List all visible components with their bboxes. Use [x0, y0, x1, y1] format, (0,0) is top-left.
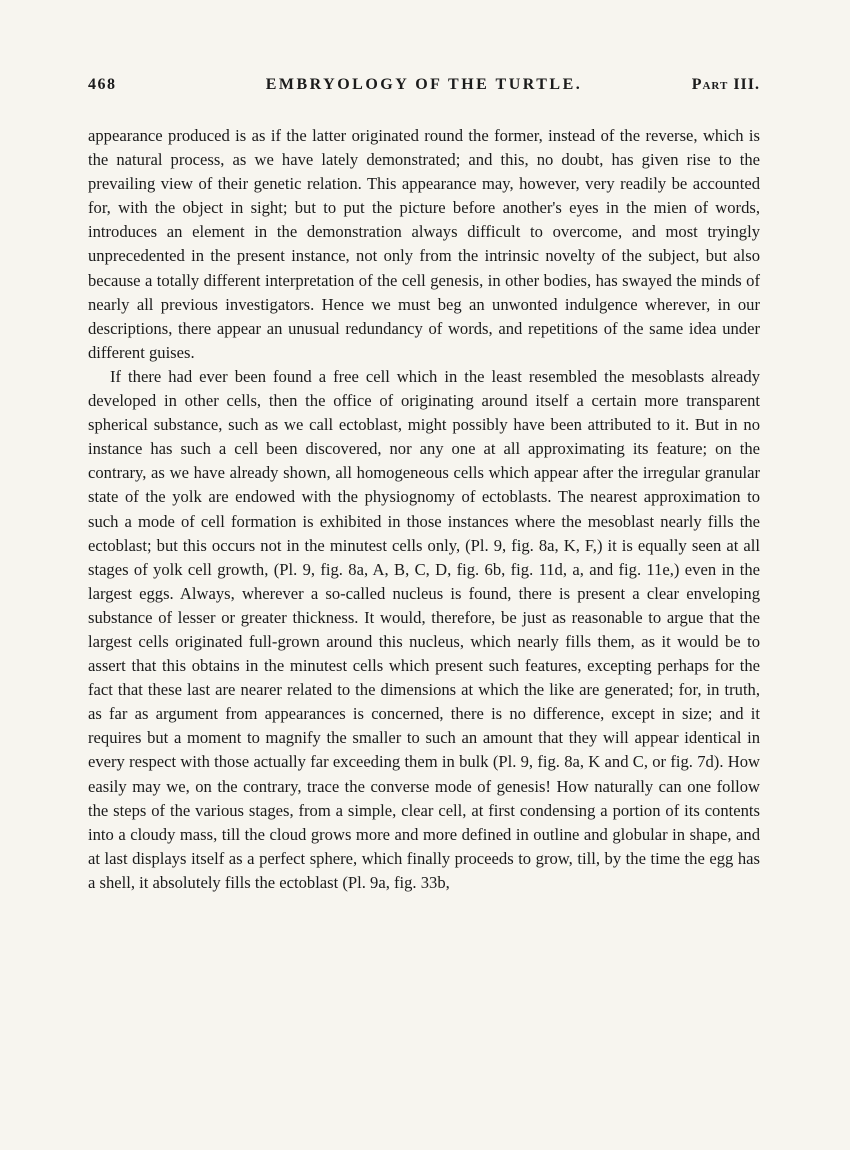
page-number: 468	[88, 76, 117, 93]
book-page	[88, 76, 760, 895]
paragraph: If there had ever been found a free cell which in the least resembled the mesoblasts already developed in other cells, then the office of originating around itself a certain more transparent spherical substance, such as we call ectoblast, might possibly have been attributed to it. But in no instance has such a cell been discovered, nor any one at all approximating its feature; on the contrary, as we have already shown, all homogeneous cells which appear after the irregular granular state of the yolk are endowed with the physiognomy of ectoblasts. The nearest approximation to such a mode of cell formation is exhibited in those instances where the mesoblast nearly fills the ectoblast; but this occurs not in the minutest cells only, (Pl. 9, fig. 8a, K, F,) it is equally seen at all stages of yolk cell growth, (Pl. 9, fig. 8a, A, B, C, D, fig. 6b, fig. 11d, a, and fig. 11e,) even in the largest eggs. Always, wherever a so-called nucleus is found, there is present a clear enveloping substance of lesser or greater thickness. It would, therefore, be just as reasonable to argue that the largest cells originated full-grown around this nucleus, which nearly fills them, as it would be to assert that this obtains in the minutest cells which present such features, excepting perhaps for the fact that these last are nearer related to the dimensions at which the like are generated; for, in truth, as far as argument from appearances is concerned, there is no difference, except in size; and it requires but a moment to magnify the smaller to such an amount that they will appear identical in every respect with those actually far exceeding them in bulk (Pl. 9, fig. 8a, K and C, or fig. 7d). How easily may we, on the contrary, trace the converse mode of genesis! How naturally can one follow the steps of the various stages, from a simple, clear cell, at first condensing a portion of its contents into a cloudy mass, till the cloud grows more and more defined in outline and globular in shape, and at last displays itself as a perfect sphere, which finally proceeds to grow, till, by the time the egg has a shell, it absolutely fills the ectoblast (Pl. 9a, fig. 33b,	[88, 366, 760, 892]
running-title: EMBRYOLOGY OF THE TURTLE.	[265, 76, 583, 93]
page-body	[88, 124, 760, 895]
running-header	[88, 76, 760, 106]
part-label: Part III.	[691, 76, 760, 93]
paragraph: appearance produced is as if the latter originated round the former, instead of the reverse, which is the natural process, as we have lately demonstrated; and this, no doubt, has given rise to the prevailing view of their genetic relation. This appearance may, however, very readily be accounted for, with the object in sight; but to put the picture before another's eyes in the mien of words, introduces an element in the demonstration always difficult to overcome, and most tryingly unprecedented in the present instance, not only from the intrinsic novelty of the subject, but also because a totally different interpretation of the cell genesis, in other bodies, has swayed the minds of nearly all previous investigators. Hence we must beg an unwonted indulgence wherever, in our descriptions, there appear an unusual redundancy of words, and repetitions of the same idea under different guises.	[88, 126, 760, 362]
